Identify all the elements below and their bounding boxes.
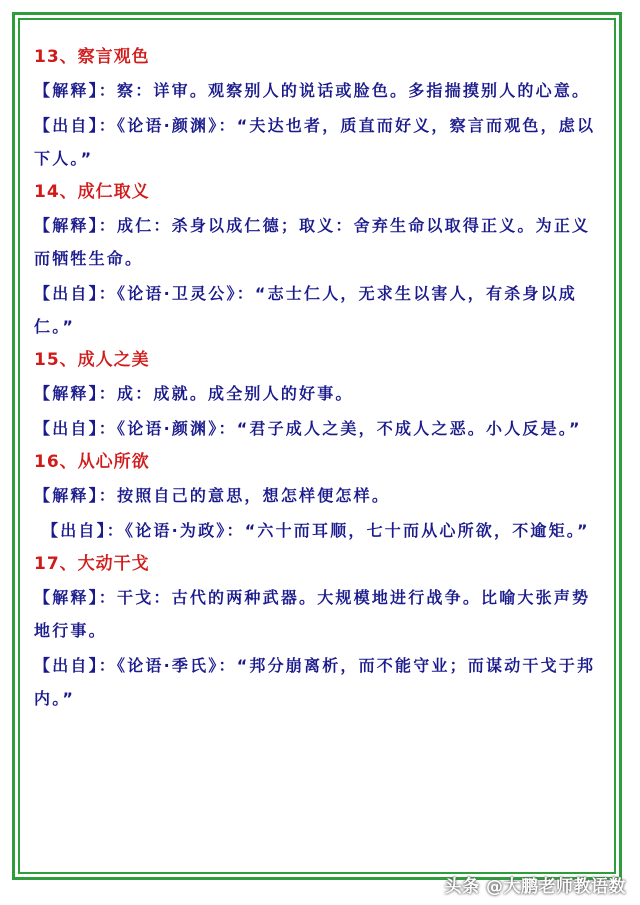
- idiom-title: 15、成人之美: [34, 350, 150, 370]
- idiom-entry-13: [34, 40, 604, 175]
- explanation-text: 按照自己的意思，想怎样便怎样。: [117, 486, 391, 505]
- source-label: 【出自】：: [34, 284, 118, 303]
- idiom-title: 14、成仁取义: [34, 182, 150, 202]
- idiom-explanation: [34, 74, 604, 107]
- source-label: 【出自】：: [34, 116, 118, 135]
- idiom-explanation: [34, 479, 604, 512]
- explanation-label: 【解释】：: [34, 81, 118, 100]
- explanation-label: 【解释】：: [34, 588, 118, 607]
- idiom-entry-17: [34, 547, 604, 715]
- source-label: 【出自】：: [34, 419, 118, 438]
- source-text: 《论语·卫灵公》：“志士仁人，无求生以害人，有杀身以成仁。”: [34, 284, 578, 336]
- idiom-title: 13、察言观色: [34, 47, 150, 67]
- explanation-label: 【解释】：: [34, 216, 118, 235]
- explanation-text: 成：成就。成全别人的好事。: [117, 384, 354, 403]
- idiom-explanation: [34, 377, 604, 410]
- source-label: 【出自】：: [42, 521, 126, 540]
- idiom-source: [34, 277, 604, 343]
- idiom-explanation: [34, 209, 604, 275]
- idiom-source: [34, 109, 604, 175]
- source-text: 《论语·颜渊》：“夫达也者，质直而好义，察言而观色，虑以下人。”: [34, 116, 596, 168]
- idiom-title: 16、从心所欲: [34, 452, 150, 472]
- idiom-entry-16: [34, 445, 604, 547]
- explanation-label: 【解释】：: [34, 384, 118, 403]
- explanation-text: 干戈：古代的两种武器。大规模地进行战争。比喻大张声势地行事。: [34, 588, 591, 640]
- idiom-explanation: [34, 581, 604, 647]
- source-text: 《论语·季氏》：“邦分崩离析，而不能守业；而谋动干戈于邦内。”: [34, 656, 596, 708]
- watermark: 头条 @大鹏老师教语数: [444, 877, 626, 897]
- idiom-entry-14: [34, 175, 604, 343]
- idiom-source: [34, 649, 604, 715]
- source-label: 【出自】：: [34, 656, 118, 675]
- explanation-label: 【解释】：: [34, 486, 118, 505]
- explanation-text: 成仁：杀身以成仁德；取义：舍弃生命以取得正义。为正义而牺牲生命。: [34, 216, 591, 268]
- idiom-title: 17、大动干戈: [34, 554, 150, 574]
- idiom-source: [34, 514, 604, 547]
- idiom-list: [34, 40, 604, 715]
- idiom-source: [34, 412, 604, 445]
- idiom-entry-15: [34, 343, 604, 445]
- source-text: 《论语·为政》：“六十而耳顺，七十而从心所欲，不逾矩。”: [125, 521, 590, 540]
- explanation-text: 察：详审。观察别人的说话或脸色。多指揣摸别人的心意。: [117, 81, 591, 100]
- source-text: 《论语·颜渊》：“君子成人之美，不成人之恶。小人反是。”: [117, 419, 582, 438]
